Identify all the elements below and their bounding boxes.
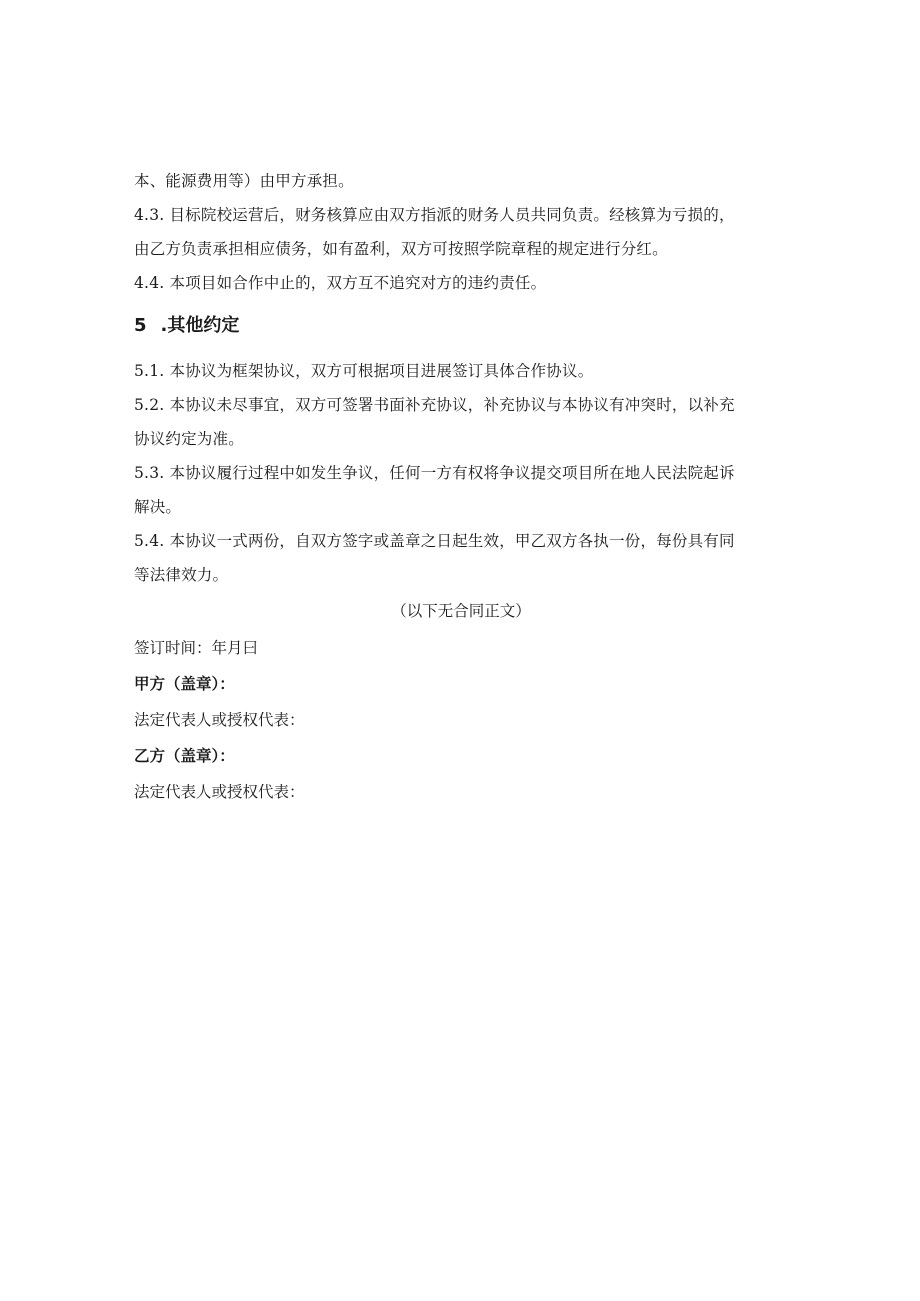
clause-5-4-line1: 5.4. 本协议一式两份，自双方签字或盖章之日起生效，甲乙双方各执一份，每份具有同 <box>134 532 735 550</box>
section5-number: 5 <box>134 315 147 336</box>
section5-title: .其他约定 <box>160 315 240 336</box>
party-a-representative-label: 法定代表人或授权代表： <box>134 711 305 729</box>
document-body <box>134 164 788 810</box>
party-a-seal-label: 甲方（盖章）： <box>134 675 235 693</box>
clause-4-4: 4.4. 本项目如合作中止的，双方互不追究对方的违约责任。 <box>134 274 547 292</box>
clause-5-2-line1: 5.2. 本协议未尽事宜，双方可签署书面补充协议，补充协议与本协议有冲突时，以补充 <box>134 396 735 414</box>
signing-date-line: 签订时间：年月曰 <box>134 639 259 657</box>
clause-5-3-line2: 解决。 <box>134 498 182 516</box>
section5-heading <box>134 306 788 346</box>
clause-5-4-line2: 等法律效力。 <box>134 566 229 584</box>
end-of-contract-note: （以下无合同正文） <box>391 602 531 620</box>
clause-4-3-line2: 由乙方负责承担相应债务，如有盈利，双方可按照学院章程的规定进行分红。 <box>134 240 668 258</box>
party-b-seal-label: 乙方（盖章）： <box>134 747 235 765</box>
clause-5-2-line2: 协议约定为准。 <box>134 430 244 448</box>
party-b-representative-label: 法定代表人或授权代表： <box>134 783 305 801</box>
clause-5-1: 5.1. 本协议为框架协议，双方可根据项目进展签订具体合作协议。 <box>134 362 594 380</box>
clause-4-3-line1: 4.3. 目标院校运营后，财务核算应由双方指派的财务人员共同负责。经核算为亏损的， <box>134 206 735 224</box>
clause-5-3-line1: 5.3. 本协议履行过程中如发生争议，任何一方有权将争议提交项目所在地人民法院起诉 <box>134 464 735 482</box>
section4-paragraph-continued: 本、能源费用等）由甲方承担。 <box>134 172 354 190</box>
